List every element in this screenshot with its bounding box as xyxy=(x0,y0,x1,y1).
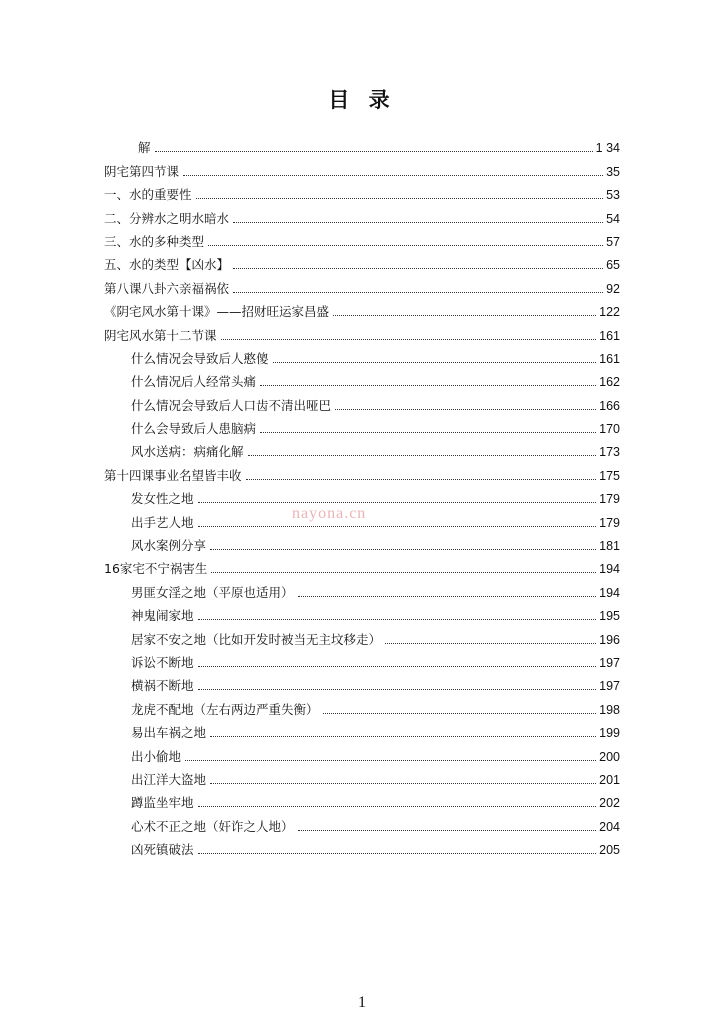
toc-entry-page: 92 xyxy=(606,281,620,296)
page-title: 目 录 xyxy=(328,88,396,112)
toc-entry-title: 什么情况会导致后人憨傻 xyxy=(131,350,269,366)
dot-leader xyxy=(196,198,604,199)
dot-leader xyxy=(333,315,596,316)
dot-leader xyxy=(208,245,603,246)
toc-entry-title: 心术不正之地（奸诈之人地） xyxy=(131,818,294,834)
toc-entry[interactable] xyxy=(104,835,620,858)
toc-entry-page: 197 xyxy=(599,655,620,670)
toc-entry-title: 横祸不断地 xyxy=(131,678,194,694)
toc-entry-title: 二、分辨水之明水暗水 xyxy=(104,210,230,226)
dot-leader xyxy=(198,853,597,854)
toc-entry-page: 194 xyxy=(599,562,620,577)
toc-entry[interactable] xyxy=(104,484,620,507)
dot-leader xyxy=(198,666,597,667)
toc-entry[interactable] xyxy=(104,811,620,834)
toc-entry-page: 200 xyxy=(599,749,620,764)
toc-entry[interactable] xyxy=(104,460,620,483)
toc-entry-page: 54 xyxy=(606,211,620,226)
toc-entry-title: 发女性之地 xyxy=(131,491,194,507)
toc-entry-title: 《阴宅风水第十课》——招财旺运家昌盛 xyxy=(104,304,330,320)
dot-leader xyxy=(198,526,597,527)
toc-entry-title: 诉讼不断地 xyxy=(131,654,194,670)
dot-leader xyxy=(221,339,597,340)
toc-entry-title: 龙虎不配地（左右两边严重失衡） xyxy=(131,701,319,717)
toc-entry-page: 204 xyxy=(599,819,620,834)
page-number: 1 xyxy=(358,994,366,1011)
dot-leader xyxy=(210,783,596,784)
dot-leader xyxy=(185,760,596,761)
dot-leader xyxy=(233,268,603,269)
dot-leader xyxy=(198,619,597,620)
toc-entry[interactable] xyxy=(104,765,620,788)
toc-entry-page: 170 xyxy=(599,422,620,437)
dot-leader xyxy=(210,736,596,737)
toc-entry-page: 1 34 xyxy=(595,141,620,156)
watermark: nayona.cn xyxy=(292,505,367,522)
toc-entry[interactable] xyxy=(104,624,620,647)
toc-entry-page: 173 xyxy=(599,445,620,460)
toc-entry-title: 一、水的重要性 xyxy=(104,187,192,203)
toc-entry-title: 风水案例分享 xyxy=(131,538,207,554)
toc-entry-title: 易出车祸之地 xyxy=(131,725,207,741)
dot-leader xyxy=(183,175,603,176)
dot-leader xyxy=(198,806,597,807)
dot-leader xyxy=(211,572,596,573)
toc-entry[interactable] xyxy=(104,648,620,671)
dot-leader xyxy=(385,643,596,644)
toc-entry[interactable] xyxy=(104,203,620,226)
toc-entry[interactable] xyxy=(104,531,620,554)
toc-entry-title: 蹲监坐牢地 xyxy=(131,795,194,811)
toc-entry-title: 风水送病：病痛化解 xyxy=(131,444,244,460)
dot-leader xyxy=(323,713,597,714)
table-of-contents xyxy=(104,133,620,858)
toc-entry-page: 196 xyxy=(599,632,620,647)
toc-entry-title: 出江洋大盗地 xyxy=(131,771,207,787)
toc-entry-page: 161 xyxy=(599,328,620,343)
dot-leader xyxy=(260,385,596,386)
toc-entry-page: 195 xyxy=(599,609,620,624)
toc-entry[interactable] xyxy=(104,671,620,694)
toc-entry[interactable] xyxy=(104,554,620,577)
toc-entry[interactable] xyxy=(104,273,620,296)
toc-entry[interactable] xyxy=(104,437,620,460)
dot-leader xyxy=(233,222,603,223)
dot-leader xyxy=(273,362,597,363)
toc-entry-page: 197 xyxy=(599,679,620,694)
toc-entry-page: 162 xyxy=(599,375,620,390)
toc-entry[interactable] xyxy=(104,414,620,437)
toc-entry-page: 179 xyxy=(599,515,620,530)
dot-leader xyxy=(335,409,596,410)
toc-entry-page: 53 xyxy=(606,188,620,203)
toc-entry-page: 175 xyxy=(599,468,620,483)
dot-leader xyxy=(198,502,597,503)
dot-leader xyxy=(210,549,596,550)
dot-leader xyxy=(198,689,597,690)
toc-entry-title: 第八课八卦六亲福祸依 xyxy=(104,280,230,296)
toc-entry-title: 阴宅第四节课 xyxy=(104,163,180,179)
toc-entry-page: 205 xyxy=(599,843,620,858)
toc-entry[interactable] xyxy=(104,390,620,413)
toc-entry[interactable] xyxy=(104,577,620,600)
toc-entry-title: 第十四课事业名望皆丰收 xyxy=(104,467,242,483)
toc-entry-page: 179 xyxy=(599,492,620,507)
toc-entry-title: 什么情况后人经常头痛 xyxy=(131,374,257,390)
toc-entry-title: 凶死镇破法 xyxy=(131,842,194,858)
dot-leader xyxy=(248,455,597,456)
toc-entry[interactable] xyxy=(104,227,620,250)
toc-entry-title: 神鬼闹家地 xyxy=(131,608,194,624)
toc-entry-page: 201 xyxy=(599,772,620,787)
toc-entry-page: 57 xyxy=(606,234,620,249)
toc-entry[interactable] xyxy=(104,250,620,273)
toc-entry-title: 出小偷地 xyxy=(131,748,182,764)
toc-entry-page: 122 xyxy=(599,305,620,320)
toc-entry-page: 166 xyxy=(599,398,620,413)
toc-entry[interactable] xyxy=(104,601,620,624)
toc-entry-title: 男匪女淫之地（平原也适用） xyxy=(131,584,294,600)
toc-entry-page: 65 xyxy=(606,258,620,273)
toc-entry[interactable] xyxy=(104,133,620,156)
toc-entry-title: 出手艺人地 xyxy=(131,514,194,530)
toc-entry-title: 16家宅不宁祸害生 xyxy=(104,561,208,577)
toc-entry-page: 202 xyxy=(599,796,620,811)
toc-entry[interactable] xyxy=(104,367,620,390)
toc-entry[interactable] xyxy=(104,741,620,764)
dot-leader xyxy=(260,432,596,433)
toc-entry[interactable] xyxy=(104,718,620,741)
toc-entry-page: 199 xyxy=(599,726,620,741)
toc-entry-page: 198 xyxy=(599,702,620,717)
toc-entry[interactable] xyxy=(104,297,620,320)
toc-entry[interactable] xyxy=(104,180,620,203)
toc-entry-page: 181 xyxy=(599,539,620,554)
toc-entry[interactable] xyxy=(104,344,620,367)
dot-leader xyxy=(246,479,597,480)
toc-entry-title: 解 xyxy=(138,140,151,156)
dot-leader xyxy=(155,151,593,152)
dot-leader xyxy=(233,292,603,293)
toc-entry[interactable] xyxy=(104,320,620,343)
toc-entry-page: 35 xyxy=(606,164,620,179)
toc-entry-page: 161 xyxy=(599,351,620,366)
dot-leader xyxy=(298,596,597,597)
toc-entry-title: 什么情况会导致后人口齿不清出哑巴 xyxy=(131,397,332,413)
toc-entry[interactable] xyxy=(104,788,620,811)
toc-entry[interactable] xyxy=(104,156,620,179)
toc-entry-title: 三、水的多种类型 xyxy=(104,233,205,249)
toc-entry-title: 居家不安之地（比如开发时被当无主坟移走） xyxy=(131,631,382,647)
toc-entry-title: 五、水的类型【凶水】 xyxy=(104,257,230,273)
toc-entry-page: 194 xyxy=(599,585,620,600)
toc-entry-title: 什么会导致后人患脑病 xyxy=(131,421,257,437)
toc-entry[interactable] xyxy=(104,694,620,717)
dot-leader xyxy=(298,830,597,831)
toc-entry-title: 阴宅风水第十二节课 xyxy=(104,327,217,343)
